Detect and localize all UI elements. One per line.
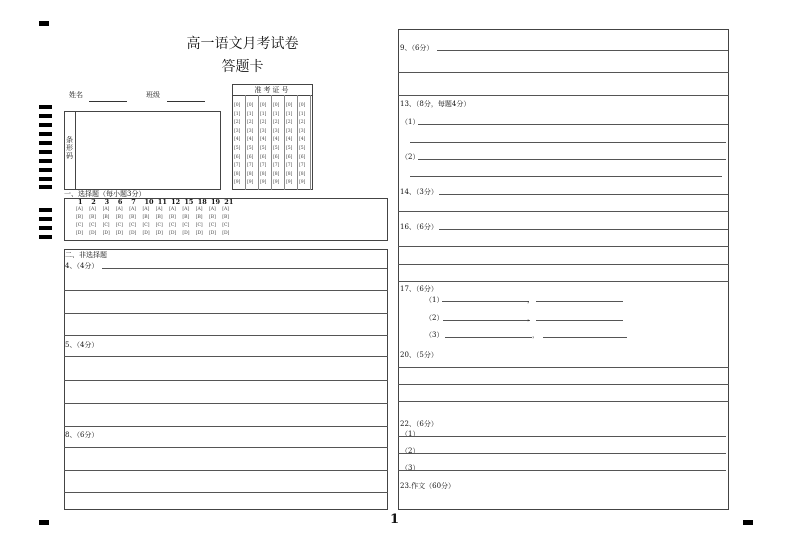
question-5-label: 5、（4分） [65, 341, 99, 349]
name-field[interactable] [89, 101, 127, 102]
mc-option-bubble[interactable]: [D] [129, 231, 137, 236]
answer-line[interactable] [445, 337, 532, 338]
answer-line[interactable] [398, 72, 729, 73]
section-one-title: 一、选择题（每小题3分） [64, 190, 146, 198]
mc-option-bubble[interactable]: [D] [142, 231, 150, 236]
mc-option-bubble[interactable]: [D] [182, 231, 190, 236]
exam-digit-bubble[interactable]: [1] [247, 111, 254, 117]
answer-line[interactable] [398, 367, 729, 368]
question-4-label: 4、（4分） [65, 262, 99, 270]
exam-digit-bubble[interactable]: [7] [234, 163, 241, 169]
exam-title: 高一语文月考试卷 [186, 36, 299, 52]
exam-digit-bubble[interactable]: [9] [234, 180, 241, 186]
exam-digit-bubble[interactable]: [2] [247, 120, 254, 126]
answer-line[interactable] [64, 403, 388, 404]
answer-line[interactable] [410, 176, 722, 177]
exam-digit-bubble[interactable]: [6] [273, 154, 280, 160]
question-20-label: 20、（5分） [400, 351, 438, 359]
mc-question-number: 12 [171, 198, 181, 206]
answer-line[interactable] [398, 470, 726, 471]
mc-option-bubble[interactable]: [B] [195, 215, 203, 220]
exam-digit-bubble[interactable]: [7] [286, 163, 293, 169]
exam-digit-bubble[interactable]: [5] [260, 146, 267, 151]
exam-digit-bubble[interactable]: [0] [234, 103, 241, 108]
exam-digit-bubble[interactable]: [1] [273, 111, 280, 117]
answer-line[interactable] [398, 264, 729, 265]
exam-digit-bubble[interactable]: [4] [247, 137, 254, 143]
exam-digit-bubble[interactable]: [9] [247, 180, 254, 186]
mc-option-bubble[interactable]: [B] [129, 215, 137, 220]
comma: ， [532, 331, 539, 339]
mc-option-bubble[interactable]: [D] [209, 231, 217, 236]
question-17-label: 17、（6分） [400, 285, 438, 293]
answer-line[interactable] [418, 124, 728, 125]
exam-digit-bubble[interactable]: [8] [286, 171, 293, 177]
exam-digit-bubble[interactable]: [2] [260, 120, 267, 126]
answer-line[interactable] [64, 447, 388, 448]
answer-line[interactable] [410, 142, 726, 143]
answer-line[interactable] [536, 301, 623, 302]
answer-line[interactable] [398, 95, 729, 96]
exam-digit-bubble[interactable]: [2] [234, 120, 241, 126]
exam-digit-bubble[interactable]: [1] [286, 111, 293, 117]
exam-digit-bubble[interactable]: [7] [260, 163, 267, 169]
answer-line[interactable] [398, 384, 729, 385]
mc-option-bubble[interactable]: [C] [169, 223, 177, 228]
mc-question-number: 1 [78, 198, 83, 206]
answer-line[interactable] [442, 301, 529, 302]
answer-line[interactable] [64, 335, 388, 336]
question-23-essay-label: 23.作文（60分） [400, 482, 456, 490]
mc-option-bubble[interactable]: [A] [102, 207, 110, 212]
mc-option-bubble[interactable]: [A] [129, 207, 136, 212]
mc-question-number: 3 [104, 198, 110, 206]
mc-option-bubble[interactable]: [D] [102, 231, 110, 236]
question-22-1-label: （1） [401, 430, 420, 438]
name-label: 姓名 [69, 91, 83, 99]
comma: ， [527, 296, 534, 304]
question-22-3-label: （3） [401, 464, 420, 472]
exam-digit-bubble[interactable]: [3] [299, 128, 306, 134]
exam-digit-bubble[interactable]: [5] [273, 146, 280, 151]
mc-option-bubble[interactable]: [D] [169, 231, 177, 236]
mc-option-bubble[interactable]: [B] [169, 215, 176, 220]
exam-digit-bubble[interactable]: [8] [273, 171, 280, 177]
answer-line[interactable] [64, 492, 388, 493]
exam-digit-bubble[interactable]: [3] [286, 128, 293, 134]
exam-digit-bubble[interactable]: [4] [260, 137, 267, 143]
mc-question-number: 6 [117, 198, 123, 206]
page-number: 1 [390, 512, 400, 527]
mc-question-number: 21 [224, 198, 234, 206]
answer-line[interactable] [536, 320, 623, 321]
section-two-title: 二、非选择题 [65, 251, 107, 259]
exam-digit-bubble[interactable]: [4] [234, 137, 241, 143]
mc-option-bubble[interactable]: [A] [222, 207, 230, 212]
mc-option-bubble[interactable]: [A] [76, 207, 83, 212]
mc-question-number: 10 [144, 198, 154, 206]
answer-line[interactable] [418, 159, 726, 160]
mc-option-bubble[interactable]: [D] [195, 231, 203, 236]
exam-digit-bubble[interactable]: [3] [247, 128, 254, 134]
question-22-label: 22、（6分） [400, 420, 438, 428]
exam-digit-bubble[interactable]: [9] [273, 180, 280, 186]
exam-digit-bubble[interactable]: [6] [247, 154, 254, 160]
mc-question-number: 11 [157, 198, 167, 206]
exam-digit-bubble[interactable]: [3] [234, 128, 241, 134]
mc-option-bubble[interactable]: [B] [142, 215, 150, 220]
mc-option-bubble[interactable]: [B] [102, 215, 110, 220]
exam-digit-bubble[interactable]: [7] [299, 163, 306, 169]
comma: ， [527, 314, 534, 322]
exam-number-header: 准考证号 [233, 85, 312, 96]
mc-option-bubble[interactable]: [A] [115, 207, 123, 212]
mc-question-number: 18 [197, 198, 207, 206]
question-16-label: 16、（6分） [400, 223, 438, 231]
answer-line[interactable] [64, 470, 388, 471]
answer-line[interactable] [398, 436, 726, 437]
mc-option-bubble[interactable]: [C] [102, 223, 110, 228]
mc-option-bubble[interactable]: [C] [195, 223, 203, 228]
mc-question-number: 19 [211, 198, 221, 206]
answer-line[interactable] [64, 380, 388, 381]
answer-line[interactable] [398, 401, 729, 402]
mc-option-bubble[interactable]: [B] [115, 215, 123, 220]
exam-number-grid[interactable] [232, 84, 313, 190]
barcode-area [64, 111, 221, 190]
exam-digit-bubble[interactable]: [8] [299, 171, 306, 177]
mc-option-bubble[interactable]: [B] [89, 215, 97, 220]
mc-option-bubble[interactable]: [D] [89, 231, 97, 236]
mc-option-bubble[interactable]: [A] [182, 207, 190, 212]
class-field[interactable] [167, 101, 205, 102]
answer-line[interactable] [64, 313, 388, 314]
answer-line[interactable] [543, 337, 627, 338]
registration-mark-bottom-right [743, 520, 753, 525]
exam-digit-bubble[interactable]: [5] [234, 146, 241, 151]
mc-option-bubble[interactable]: [A] [169, 207, 176, 212]
registration-mark-bottom-left [39, 520, 49, 525]
exam-digit-bubble[interactable]: [4] [299, 137, 306, 143]
mc-option-bubble[interactable]: [A] [209, 207, 216, 212]
mc-option-bubble[interactable]: [A] [195, 207, 203, 212]
exam-digit-bubble[interactable]: [2] [286, 120, 293, 126]
mc-option-bubble[interactable]: [B] [155, 215, 163, 220]
answer-line[interactable] [64, 356, 388, 357]
exam-digit-bubble[interactable]: [6] [286, 154, 293, 160]
question-17-3-label: （3） [425, 331, 444, 339]
mc-option-bubble[interactable]: [C] [209, 223, 216, 228]
question-17-2-label: （2） [425, 314, 444, 322]
mc-option-bubble[interactable]: [D] [155, 231, 163, 236]
mc-option-bubble[interactable]: [A] [142, 207, 150, 212]
exam-digit-bubble[interactable]: [0] [299, 103, 306, 108]
exam-digit-bubble[interactable]: [8] [234, 171, 241, 177]
mc-option-bubble[interactable]: [D] [76, 231, 84, 236]
mc-question-number: 2 [91, 198, 96, 206]
answer-line[interactable] [398, 246, 729, 247]
exam-digit-bubble[interactable]: [0] [286, 103, 293, 108]
mc-option-bubble[interactable]: [B] [222, 215, 230, 220]
exam-digit-bubble[interactable]: [9] [286, 180, 293, 186]
question-9-label: 9、（6分） [400, 44, 434, 52]
exam-digit-bubble[interactable]: [0] [273, 103, 280, 108]
mc-question-number: 7 [131, 198, 136, 206]
mc-option-bubble[interactable]: [C] [155, 223, 163, 228]
question-14-label: 14、（3分） [400, 188, 438, 196]
mc-option-bubble[interactable]: [C] [129, 223, 137, 228]
question-13-1-label: （1） [401, 118, 420, 126]
exam-digit-bubble[interactable]: [0] [247, 103, 254, 108]
answer-line[interactable] [398, 211, 729, 212]
answer-line[interactable] [443, 320, 530, 321]
exam-digit-bubble[interactable]: [1] [260, 111, 267, 117]
exam-digit-bubble[interactable]: [3] [260, 128, 267, 134]
exam-digit-bubble[interactable]: [2] [273, 120, 280, 126]
answer-sheet-subtitle: 答题卡 [221, 59, 264, 75]
answer-line[interactable] [398, 453, 726, 454]
exam-digit-bubble[interactable]: [6] [299, 154, 306, 160]
mc-question-number: 15 [184, 198, 194, 206]
mc-option-bubble[interactable]: [C] [142, 223, 150, 228]
question-13-label: 13、（8分，每题4分） [400, 100, 471, 108]
mc-option-bubble[interactable]: [A] [89, 207, 97, 212]
exam-digit-bubble[interactable]: [9] [260, 180, 267, 186]
exam-digit-bubble[interactable]: [1] [234, 111, 241, 117]
mc-option-bubble[interactable]: [C] [222, 223, 230, 228]
exam-digit-bubble[interactable]: [4] [286, 137, 293, 143]
answer-line[interactable] [64, 426, 388, 427]
question-13-2-label: （2） [401, 153, 420, 161]
mc-option-bubble[interactable]: [C] [76, 223, 83, 228]
question-22-2-label: （2） [401, 447, 420, 455]
exam-digit-bubble[interactable]: [4] [273, 137, 280, 143]
class-label: 班级 [146, 91, 160, 99]
answer-line[interactable] [64, 290, 388, 291]
exam-digit-bubble[interactable]: [6] [234, 154, 241, 160]
mc-option-bubble[interactable]: [C] [89, 223, 97, 228]
exam-digit-bubble[interactable]: [5] [247, 146, 254, 151]
exam-digit-bubble[interactable]: [1] [299, 111, 306, 117]
question-17-1-label: （1） [425, 296, 444, 304]
exam-digit-bubble[interactable]: [7] [273, 163, 280, 169]
exam-digit-bubble[interactable]: [8] [247, 171, 254, 177]
exam-digit-bubble[interactable]: [9] [299, 180, 306, 186]
exam-digit-bubble[interactable]: [3] [273, 128, 280, 134]
mc-option-bubble[interactable]: [B] [76, 215, 83, 220]
mc-option-bubble[interactable]: [C] [115, 223, 123, 228]
answer-line[interactable] [398, 281, 729, 282]
exam-digit-bubble[interactable]: [2] [299, 120, 306, 126]
exam-digit-bubble[interactable]: [7] [247, 163, 254, 169]
exam-digit-bubble[interactable]: [8] [260, 171, 267, 177]
mc-option-bubble[interactable]: [B] [209, 215, 216, 220]
mc-option-bubble[interactable]: [D] [115, 231, 124, 236]
mc-option-bubble[interactable]: [D] [222, 231, 230, 236]
question-8-label: 8、（6分） [65, 431, 99, 439]
mc-option-bubble[interactable]: [A] [155, 207, 163, 212]
mc-option-bubble[interactable]: [C] [182, 223, 190, 228]
exam-digit-bubble[interactable]: [0] [260, 103, 267, 108]
exam-digit-bubble[interactable]: [5] [286, 146, 293, 151]
exam-digit-bubble[interactable]: [5] [299, 146, 306, 151]
mc-option-bubble[interactable]: [B] [182, 215, 190, 220]
barcode-label: 条形码 [66, 136, 73, 160]
exam-digit-bubble[interactable]: [6] [260, 154, 267, 160]
registration-mark-top-left [39, 21, 49, 26]
